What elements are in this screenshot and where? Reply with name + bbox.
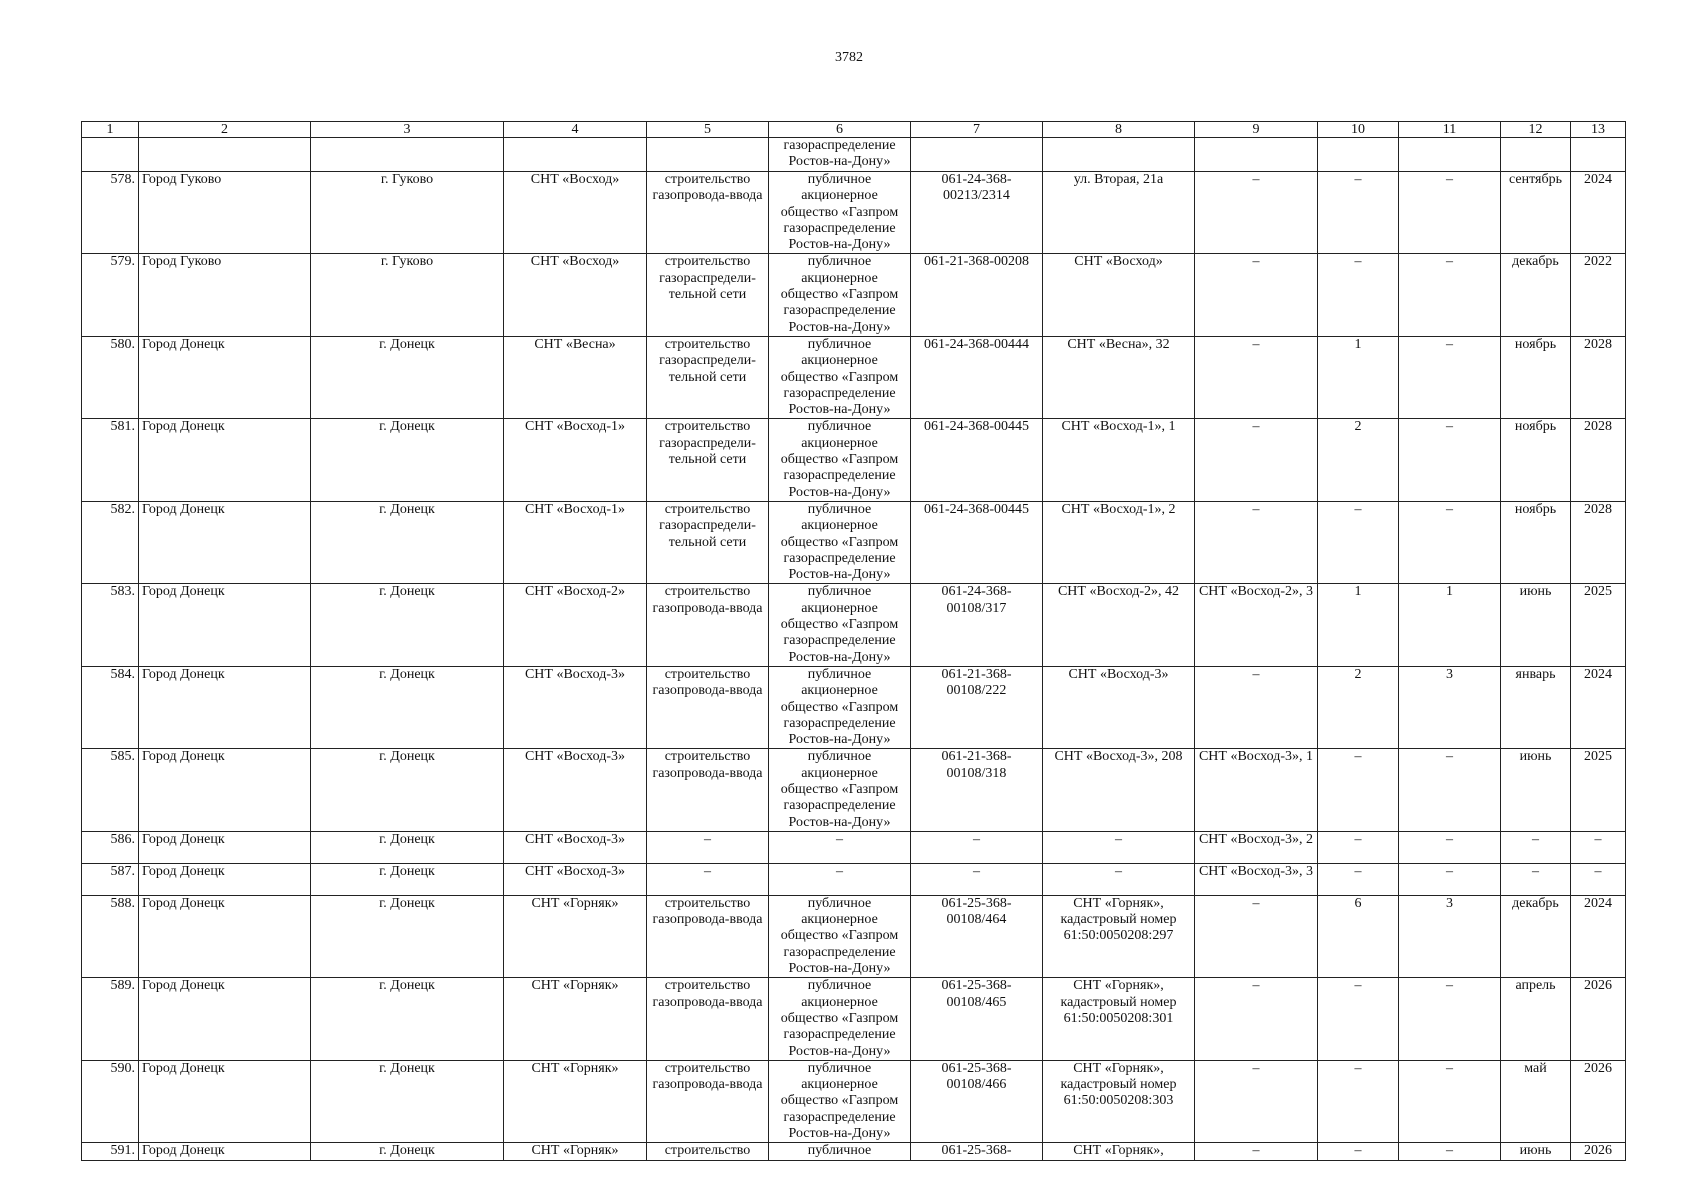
cell-row-number: 587. xyxy=(82,863,139,895)
cell-month: ноябрь xyxy=(1501,501,1571,583)
cell-permit-number xyxy=(911,138,1043,172)
cell-object-name: СНТ «Горняк» xyxy=(504,1060,647,1142)
table-row xyxy=(82,1143,1626,1160)
cell-address: ул. Вторая, 21а xyxy=(1043,172,1195,254)
cell-year: 2024 xyxy=(1571,172,1626,254)
cell-count-a: – xyxy=(1318,831,1399,863)
cell-settlement: г. Донецк xyxy=(311,895,504,977)
cell-address: СНТ «Восход» xyxy=(1043,254,1195,336)
cell-year xyxy=(1571,138,1626,172)
cell-object-name: СНТ «Весна» xyxy=(504,336,647,418)
column-number: 2 xyxy=(139,122,311,138)
cell-work-type: строительство газопровода-ввода xyxy=(647,172,769,254)
cell-work-type: строительство газопровода-ввода xyxy=(647,584,769,666)
cell-month: декабрь xyxy=(1501,254,1571,336)
cell-address: СНТ «Восход-1», 2 xyxy=(1043,501,1195,583)
cell-settlement: г. Донецк xyxy=(311,666,504,748)
cell-count-b: – xyxy=(1399,336,1501,418)
cell-count-a: 1 xyxy=(1318,336,1399,418)
cell-work-type: строительство газораспредели-тельной сети xyxy=(647,336,769,418)
column-number: 1 xyxy=(82,122,139,138)
cell-municipality: Город Донецк xyxy=(139,863,311,895)
cell-address: СНТ «Горняк», xyxy=(1043,1143,1195,1160)
cell-count-b: – xyxy=(1399,749,1501,831)
cell-settlement: г. Донецк xyxy=(311,749,504,831)
cell-object-name: СНТ «Восход» xyxy=(504,172,647,254)
cell-municipality: Город Донецк xyxy=(139,666,311,748)
cell-month: июнь xyxy=(1501,584,1571,666)
cell-address: – xyxy=(1043,831,1195,863)
cell-count-b: – xyxy=(1399,172,1501,254)
cell-address: СНТ «Восход-3» xyxy=(1043,666,1195,748)
table-row xyxy=(82,254,1626,336)
cell-count-b: – xyxy=(1399,501,1501,583)
table-row xyxy=(82,336,1626,418)
cell-municipality: Город Гуково xyxy=(139,254,311,336)
cell-municipality: Город Гуково xyxy=(139,172,311,254)
cell-count-a: – xyxy=(1318,749,1399,831)
cell-row-number: 588. xyxy=(82,895,139,977)
cell-address-extra xyxy=(1195,138,1318,172)
cell-count-b: – xyxy=(1399,1060,1501,1142)
column-number: 4 xyxy=(504,122,647,138)
cell-permit-number: 061-24-368-00444 xyxy=(911,336,1043,418)
cell-count-a: 1 xyxy=(1318,584,1399,666)
column-number: 12 xyxy=(1501,122,1571,138)
table-row xyxy=(82,172,1626,254)
cell-count-a: – xyxy=(1318,978,1399,1060)
cell-address-extra: – xyxy=(1195,895,1318,977)
cell-settlement: г. Донецк xyxy=(311,978,504,1060)
cell-count-a: – xyxy=(1318,863,1399,895)
cell-work-type xyxy=(647,138,769,172)
column-number: 13 xyxy=(1571,122,1626,138)
column-number: 8 xyxy=(1043,122,1195,138)
cell-municipality: Город Донецк xyxy=(139,419,311,501)
cell-count-b xyxy=(1399,138,1501,172)
page-number: 3782 xyxy=(835,50,863,65)
cell-row-number: 591. xyxy=(82,1143,139,1160)
cell-permit-number: 061-25-368-00108/465 xyxy=(911,978,1043,1060)
cell-organization: публичное акционерное общество «Газпром газораспределение Ростов-на-Дону» xyxy=(769,749,911,831)
cell-permit-number: 061-24-368-00445 xyxy=(911,419,1043,501)
cell-address xyxy=(1043,138,1195,172)
cell-address-extra: СНТ «Восход-3», 1 xyxy=(1195,749,1318,831)
cell-count-b: 3 xyxy=(1399,895,1501,977)
column-number-row xyxy=(82,122,1626,138)
cell-permit-number: 061-25-368-00108/466 xyxy=(911,1060,1043,1142)
cell-row-number: 584. xyxy=(82,666,139,748)
cell-object-name: СНТ «Восход-1» xyxy=(504,419,647,501)
cell-count-b: – xyxy=(1399,863,1501,895)
cell-permit-number: 061-25-368- xyxy=(911,1143,1043,1160)
cell-settlement: г. Донецк xyxy=(311,501,504,583)
cell-municipality xyxy=(139,138,311,172)
cell-year: 2026 xyxy=(1571,1143,1626,1160)
cell-count-a: – xyxy=(1318,1060,1399,1142)
cell-month: май xyxy=(1501,1060,1571,1142)
cell-month xyxy=(1501,138,1571,172)
table-row xyxy=(82,666,1626,748)
cell-count-a: 2 xyxy=(1318,419,1399,501)
cell-object-name: СНТ «Восход-3» xyxy=(504,666,647,748)
cell-work-type: – xyxy=(647,863,769,895)
cell-object-name: СНТ «Восход-2» xyxy=(504,584,647,666)
cell-month: январь xyxy=(1501,666,1571,748)
cell-settlement xyxy=(311,138,504,172)
cell-address: СНТ «Восход-2», 42 xyxy=(1043,584,1195,666)
cell-object-name: СНТ «Восход-3» xyxy=(504,749,647,831)
cell-count-a: 2 xyxy=(1318,666,1399,748)
cell-row-number: 585. xyxy=(82,749,139,831)
column-number: 6 xyxy=(769,122,911,138)
cell-work-type: строительство газораспредели-тельной сети xyxy=(647,254,769,336)
cell-permit-number: 061-24-368-00445 xyxy=(911,501,1043,583)
cell-year: 2022 xyxy=(1571,254,1626,336)
cell-work-type: строительство газопровода-ввода xyxy=(647,1060,769,1142)
cell-organization: публичное акционерное общество «Газпром газораспределение Ростов-на-Дону» xyxy=(769,419,911,501)
cell-address-extra: – xyxy=(1195,254,1318,336)
cell-month: ноябрь xyxy=(1501,336,1571,418)
column-number: 11 xyxy=(1399,122,1501,138)
cell-settlement: г. Донецк xyxy=(311,336,504,418)
cell-work-type: строительство газораспредели-тельной сети xyxy=(647,419,769,501)
cell-municipality: Город Донецк xyxy=(139,978,311,1060)
cell-row-number: 579. xyxy=(82,254,139,336)
cell-count-b: – xyxy=(1399,978,1501,1060)
cell-count-b: – xyxy=(1399,254,1501,336)
cell-object-name xyxy=(504,138,647,172)
cell-count-b: 3 xyxy=(1399,666,1501,748)
cell-year: 2024 xyxy=(1571,666,1626,748)
cell-organization: публичное акционерное общество «Газпром газораспределение Ростов-на-Дону» xyxy=(769,666,911,748)
table-row xyxy=(82,863,1626,895)
cell-work-type: строительство газопровода-ввода xyxy=(647,666,769,748)
cell-organization: публичное xyxy=(769,1143,911,1160)
cell-municipality: Город Донецк xyxy=(139,895,311,977)
cell-address-extra: – xyxy=(1195,666,1318,748)
cell-object-name: СНТ «Восход-1» xyxy=(504,501,647,583)
cell-count-a: – xyxy=(1318,254,1399,336)
cell-settlement: г. Донецк xyxy=(311,419,504,501)
cell-address: – xyxy=(1043,863,1195,895)
cell-work-type: строительство xyxy=(647,1143,769,1160)
cell-municipality: Город Донецк xyxy=(139,1060,311,1142)
register-table xyxy=(81,121,1626,1161)
cell-object-name: СНТ «Восход» xyxy=(504,254,647,336)
column-number: 5 xyxy=(647,122,769,138)
cell-address-extra: – xyxy=(1195,172,1318,254)
cell-municipality: Город Донецк xyxy=(139,831,311,863)
cell-municipality: Город Донецк xyxy=(139,336,311,418)
cell-address-extra: – xyxy=(1195,419,1318,501)
cell-work-type: строительство газопровода-ввода xyxy=(647,895,769,977)
column-number: 7 xyxy=(911,122,1043,138)
cell-month: ноябрь xyxy=(1501,419,1571,501)
cell-organization: публичное акционерное общество «Газпром газораспределение Ростов-на-Дону» xyxy=(769,254,911,336)
cell-row-number: 583. xyxy=(82,584,139,666)
table-row xyxy=(82,831,1626,863)
cell-row-number xyxy=(82,138,139,172)
cell-settlement: г. Донецк xyxy=(311,1143,504,1160)
cell-count-b: – xyxy=(1399,419,1501,501)
cell-settlement: г. Донецк xyxy=(311,1060,504,1142)
cell-organization: публичное акционерное общество «Газпром газораспределение Ростов-на-Дону» xyxy=(769,1060,911,1142)
cell-count-a: 6 xyxy=(1318,895,1399,977)
cell-settlement: г. Гуково xyxy=(311,172,504,254)
cell-address: СНТ «Горняк», кадастровый номер 61:50:0050208:303 xyxy=(1043,1060,1195,1142)
cell-month: сентябрь xyxy=(1501,172,1571,254)
table-body xyxy=(82,138,1626,1161)
cell-address-extra: СНТ «Восход-3», 3 xyxy=(1195,863,1318,895)
table-row xyxy=(82,419,1626,501)
cell-settlement: г. Донецк xyxy=(311,863,504,895)
cell-year: – xyxy=(1571,831,1626,863)
cell-month: – xyxy=(1501,863,1571,895)
cell-permit-number: 061-24-368-00108/317 xyxy=(911,584,1043,666)
cell-year: 2028 xyxy=(1571,501,1626,583)
cell-settlement: г. Гуково xyxy=(311,254,504,336)
cell-permit-number: 061-21-368-00108/222 xyxy=(911,666,1043,748)
cell-permit-number: – xyxy=(911,831,1043,863)
cell-work-type: строительство газопровода-ввода xyxy=(647,978,769,1060)
cell-municipality: Город Донецк xyxy=(139,501,311,583)
cell-organization: – xyxy=(769,831,911,863)
cell-settlement: г. Донецк xyxy=(311,831,504,863)
cell-row-number: 586. xyxy=(82,831,139,863)
cell-address-extra: – xyxy=(1195,501,1318,583)
cell-count-b: – xyxy=(1399,1143,1501,1160)
cell-work-type: – xyxy=(647,831,769,863)
cell-address-extra: СНТ «Восход-3», 2 xyxy=(1195,831,1318,863)
cell-year: 2026 xyxy=(1571,978,1626,1060)
cell-address: СНТ «Горняк», кадастровый номер 61:50:0050208:297 xyxy=(1043,895,1195,977)
cell-municipality: Город Донецк xyxy=(139,1143,311,1160)
cell-permit-number: – xyxy=(911,863,1043,895)
cell-row-number: 589. xyxy=(82,978,139,1060)
cell-work-type: строительство газораспредели-тельной сети xyxy=(647,501,769,583)
cell-year: – xyxy=(1571,863,1626,895)
cell-month: апрель xyxy=(1501,978,1571,1060)
cell-row-number: 580. xyxy=(82,336,139,418)
cell-address-extra: – xyxy=(1195,1143,1318,1160)
table-row xyxy=(82,1060,1626,1142)
cell-municipality: Город Донецк xyxy=(139,749,311,831)
cell-address-extra: СНТ «Восход-2», 3 xyxy=(1195,584,1318,666)
cell-organization: публичное акционерное общество «Газпром газораспределение Ростов-на-Дону» xyxy=(769,336,911,418)
cell-year: 2028 xyxy=(1571,419,1626,501)
cell-object-name: СНТ «Горняк» xyxy=(504,1143,647,1160)
cell-permit-number: 061-24-368-00213/2314 xyxy=(911,172,1043,254)
table-row xyxy=(82,978,1626,1060)
cell-month: июнь xyxy=(1501,1143,1571,1160)
cell-year: 2025 xyxy=(1571,584,1626,666)
cell-permit-number: 061-21-368-00208 xyxy=(911,254,1043,336)
cell-address-extra: – xyxy=(1195,336,1318,418)
cell-count-b: 1 xyxy=(1399,584,1501,666)
cell-object-name: СНТ «Горняк» xyxy=(504,978,647,1060)
cell-row-number: 578. xyxy=(82,172,139,254)
table-row xyxy=(82,138,1626,172)
cell-row-number: 582. xyxy=(82,501,139,583)
cell-count-a: – xyxy=(1318,172,1399,254)
column-number: 10 xyxy=(1318,122,1399,138)
cell-address: СНТ «Весна», 32 xyxy=(1043,336,1195,418)
cell-permit-number: 061-21-368-00108/318 xyxy=(911,749,1043,831)
cell-object-name: СНТ «Горняк» xyxy=(504,895,647,977)
cell-count-b: – xyxy=(1399,831,1501,863)
cell-address-extra: – xyxy=(1195,1060,1318,1142)
cell-address: СНТ «Восход-3», 208 xyxy=(1043,749,1195,831)
cell-organization: публичное акционерное общество «Газпром газораспределение Ростов-на-Дону» xyxy=(769,172,911,254)
cell-organization: публичное акционерное общество «Газпром газораспределение Ростов-на-Дону» xyxy=(769,895,911,977)
cell-organization: публичное акционерное общество «Газпром газораспределение Ростов-на-Дону» xyxy=(769,501,911,583)
cell-month: – xyxy=(1501,831,1571,863)
cell-permit-number: 061-25-368-00108/464 xyxy=(911,895,1043,977)
cell-organization: публичное акционерное общество «Газпром газораспределение Ростов-на-Дону» xyxy=(769,978,911,1060)
cell-row-number: 590. xyxy=(82,1060,139,1142)
cell-row-number: 581. xyxy=(82,419,139,501)
cell-settlement: г. Донецк xyxy=(311,584,504,666)
table-row xyxy=(82,749,1626,831)
cell-count-a xyxy=(1318,138,1399,172)
column-number: 9 xyxy=(1195,122,1318,138)
cell-organization: газораспределение Ростов-на-Дону» xyxy=(769,138,911,172)
cell-year: 2026 xyxy=(1571,1060,1626,1142)
cell-year: 2025 xyxy=(1571,749,1626,831)
cell-organization: – xyxy=(769,863,911,895)
cell-year: 2024 xyxy=(1571,895,1626,977)
cell-object-name: СНТ «Восход-3» xyxy=(504,863,647,895)
table-row xyxy=(82,584,1626,666)
cell-work-type: строительство газопровода-ввода xyxy=(647,749,769,831)
table-row xyxy=(82,501,1626,583)
cell-organization: публичное акционерное общество «Газпром газораспределение Ростов-на-Дону» xyxy=(769,584,911,666)
table-row xyxy=(82,895,1626,977)
cell-address-extra: – xyxy=(1195,978,1318,1060)
cell-month: июнь xyxy=(1501,749,1571,831)
cell-month: декабрь xyxy=(1501,895,1571,977)
cell-address: СНТ «Горняк», кадастровый номер 61:50:0050208:301 xyxy=(1043,978,1195,1060)
cell-address: СНТ «Восход-1», 1 xyxy=(1043,419,1195,501)
cell-object-name: СНТ «Восход-3» xyxy=(504,831,647,863)
cell-count-a: – xyxy=(1318,1143,1399,1160)
cell-year: 2028 xyxy=(1571,336,1626,418)
cell-count-a: – xyxy=(1318,501,1399,583)
cell-municipality: Город Донецк xyxy=(139,584,311,666)
column-number: 3 xyxy=(311,122,504,138)
